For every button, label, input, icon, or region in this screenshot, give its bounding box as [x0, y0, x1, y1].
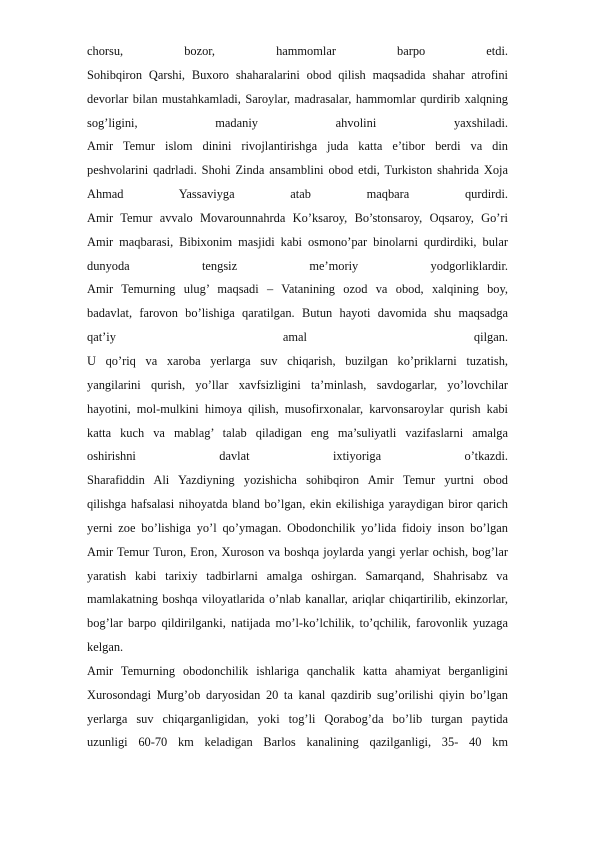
text-line: Amir maqbarasi, Bibixonim masjidi kabi osmono’par binolarni qurdirdiki, bular: [87, 234, 508, 249]
text-line: bog’lar barpo qildirilganki, natijada mo’l-ko’lchilik, to’qchilik, farovonlik yuzaga: [87, 616, 508, 631]
text-line: Amir Temur avvalo Movarounnahrda Ko’ksaroy, Bo’stonsaroy, Oqsaroy, Go’ri: [87, 210, 508, 225]
text-line: chorsu, bozor, hammomlar barpo etdi.: [87, 44, 508, 58]
text-line: yerni zoe bo’lishiga yo’l qo’ymagan. Obodonchilik yo’lida fidoiy inson bo’lgan: [87, 520, 508, 535]
text-line: Sohibqiron Qarshi, Buxoro shaharalarini obod qilish maqsadida shahar atrofini: [87, 67, 508, 82]
text-line: badavlat, farovon bo’lishiga qaratilgan. Butun hayoti davomida shu maqsadga: [87, 306, 508, 321]
text-line: mamlakatning boshqa viloyatlarida o’nlab kanallar, ariqlar chiqartirilib, ekinzorlar,: [87, 592, 508, 607]
text-line: uzunligi 60-70 km keladigan Barlos kanalining qazilganligi, 35- 40 km: [87, 735, 508, 750]
text-line: dunyoda tengsiz me’moriy yodgorliklardir.: [87, 258, 508, 273]
text-line: Amir Temur Turon, Eron, Xuroson va boshqa joylarda yangi yerlar ochish, bog’lar: [87, 544, 508, 559]
text-line: Sharafiddin Ali Yazdiyning yozishicha sohibqiron Amir Temur yurtni obod: [87, 473, 508, 488]
text-line: U qo’riq va xaroba yerlarga suv chiqarish, buzilgan ko’priklarni tuzatish,: [87, 353, 508, 368]
text-line: yerlarga suv chiqarganligidan, yoki tog’li Qorabog’da bo’lib turgan paytida: [87, 711, 508, 726]
text-line: Ahmad Yassaviyga atab maqbara qurdirdi.: [87, 187, 508, 202]
text-line: Amir Temurning ulug’ maqsadi – Vatanining ozod va obod, xalqining boy,: [87, 282, 508, 297]
document-body: [87, 40, 508, 755]
text-line: hayotini, mol-mulkini himoya qilish, musofirxonalar, karvonsaroylar qurish kabi: [87, 401, 508, 416]
text-line: Amir Temur islom dinini rivojlantirishga juda katta e’tibor berdi va din: [87, 139, 508, 154]
text-line: oshirishni davlat ixtiyoriga o’tkazdi.: [87, 449, 508, 464]
text-line: sog’ligini, madaniy ahvolini yaxshiladi.: [87, 115, 508, 130]
text-line: Amir Temurning obodonchilik ishlariga qanchalik katta ahamiyat berganligini: [87, 663, 508, 678]
text-line: yangilarini qurish, yo’llar xavfsizligini ta’minlash, savdogarlar, yo’lovchilar: [87, 377, 508, 392]
text-line: devorlar bilan mustahkamladi, Saroylar, madrasalar, hammomlar qurdirib xalqning: [87, 91, 508, 106]
text-line: kelgan.: [87, 640, 124, 655]
text-line: Xurosondagi Murg’ob daryosidan 20 ta kanal qazdirib sug’orilishi qiyin bo’lgan: [87, 687, 508, 702]
text-line: qilishga hafsalasi nihoyatda bland bo’lgan, ekin ekilishiga yaraydigan biror qarich: [87, 497, 508, 512]
text-line: yaratish kabi tarixiy tadbirlarni amalga oshirgan. Samarqand, Shahrisabz va: [87, 568, 508, 583]
text-line: katta kuch va mablag’ talab qiladigan eng ma’suliyatli vazifaslarni amalga: [87, 425, 508, 440]
text-line: peshvolarini qadrladi. Shohi Zinda ansamblini obod etdi, Turkiston shahrida Xoja: [87, 163, 508, 178]
text-line: qat’iy amal qilgan.: [87, 330, 508, 345]
